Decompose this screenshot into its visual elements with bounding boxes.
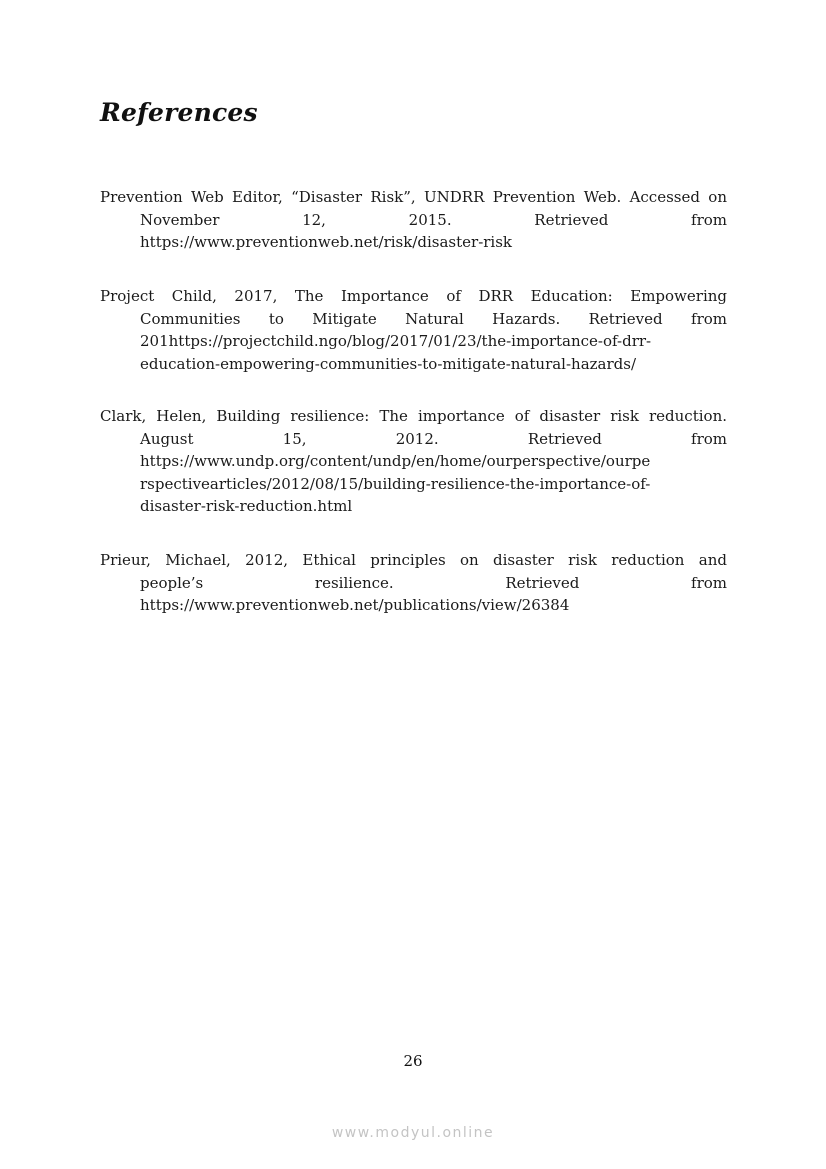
reference-line: Prieur, Michael, 2012, Ethical principles on disaster risk reduction and (100, 551, 727, 569)
reference-link: disaster-risk-reduction.html (140, 497, 353, 515)
reference-line: Project Child, 2017, The Importance of DRR Education: Empowering (100, 287, 727, 305)
page-title: References (100, 98, 258, 127)
reference-entry (100, 285, 727, 375)
reference-line: Clark, Helen, Building resilience: The importance of disaster risk reduction. (100, 407, 727, 425)
reference-entry (100, 549, 727, 617)
reference-entry (100, 186, 727, 254)
reference-line: people’s resilience. Retrieved from (140, 573, 727, 592)
reference-line: Communities to Mitigate Natural Hazards. Retrieved from (140, 309, 727, 328)
reference-line: Prevention Web Editor, “Disaster Risk”, UNDRR Prevention Web. Accessed on (100, 188, 727, 206)
reference-link: https://www.preventionweb.net/publications/view/26384 (140, 596, 570, 614)
reference-entry (100, 405, 727, 518)
reference-line: November 12, 2015. Retrieved from (140, 210, 727, 229)
reference-link: rspectivearticles/2012/08/15/building-resilience-the-importance-of- (140, 474, 651, 493)
reference-link: https://www.undp.org/content/undp/en/home/ourperspective/ourpe (140, 452, 651, 470)
reference-link: education-empowering-communities-to-mitigate-natural-hazards/ (140, 354, 637, 373)
reference-line: August 15, 2012. Retrieved from (140, 429, 727, 448)
watermark: www.modyul.online (331, 1125, 495, 1141)
reference-link: https://www.preventionweb.net/risk/disaster-risk (140, 233, 513, 251)
page-number: 26 (403, 1052, 423, 1070)
reference-link: 201https://projectchild.ngo/blog/2017/01/23/the-importance-of-drr- (140, 332, 652, 350)
